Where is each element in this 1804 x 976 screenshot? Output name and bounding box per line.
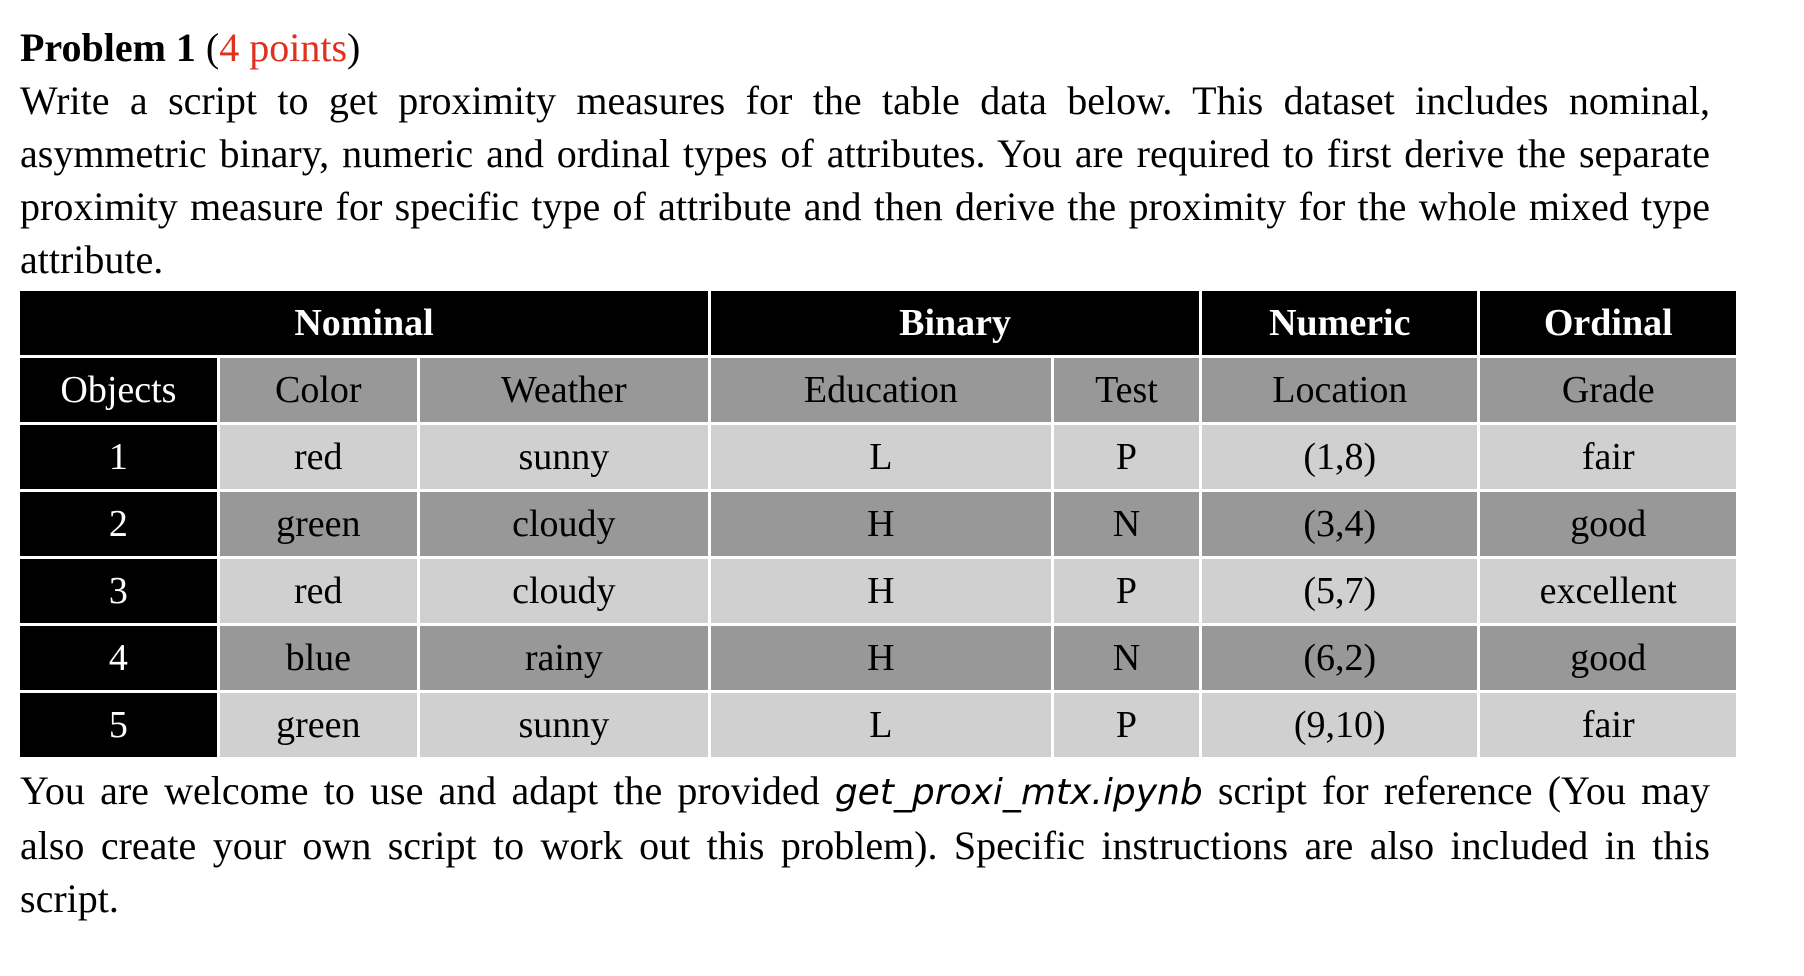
cell-grade: good [1480,492,1736,556]
points-close: ) [347,25,361,70]
script-name: get_proxi_mtx.ipynb [834,772,1203,813]
cell-test: N [1054,492,1199,556]
cell-color: red [220,559,417,623]
cell-location: (9,10) [1202,693,1477,757]
header-weather: Weather [420,358,708,422]
object-id: 2 [20,492,217,556]
points-open: ( [205,25,220,70]
cell-education: H [711,559,1051,623]
cell-education: H [711,492,1051,556]
cell-color: green [220,693,417,757]
cell-location: (6,2) [1202,626,1477,690]
cell-test: P [1054,693,1199,757]
cell-education: L [711,693,1051,757]
cell-weather: cloudy [420,492,708,556]
group-header-row [20,291,1736,355]
cell-location: (5,7) [1202,559,1477,623]
object-id: 3 [20,559,217,623]
cell-grade: good [1480,626,1736,690]
cell-location: (3,4) [1202,492,1477,556]
group-nominal: Nominal [20,291,708,355]
cell-weather: sunny [420,425,708,489]
group-binary: Binary [711,291,1199,355]
points-label: 4 points [219,25,348,70]
object-id: 4 [20,626,217,690]
header-education: Education [711,358,1051,422]
problem-intro: Write a script to get proximity measures for the table data below. This dataset includes nominal, asymmetric binary, numeric and ordinal types of attributes. You are required to first derive the separate proximity measure for specific type of attribute and then derive the proximity for the whole mixed type attribute. [20,78,1710,282]
table-row [20,626,1736,690]
cell-weather: sunny [420,693,708,757]
table-row [20,693,1736,757]
header-objects: Objects [20,358,217,422]
table-row [20,559,1736,623]
problem-heading [20,22,1740,74]
cell-grade: fair [1480,425,1736,489]
cell-education: H [711,626,1051,690]
header-color: Color [220,358,417,422]
cell-test: P [1054,425,1199,489]
cell-color: red [220,425,417,489]
table-row [20,492,1736,556]
problem-title: Problem 1 [20,25,196,70]
object-id: 1 [20,425,217,489]
header-location: Location [1202,358,1477,422]
problem-document [20,22,1740,925]
attribute-table [17,288,1739,760]
cell-grade: fair [1480,693,1736,757]
cell-grade: excellent [1480,559,1736,623]
outro-before: You are welcome to use and adapt the provided [20,768,835,813]
header-grade: Grade [1480,358,1736,422]
cell-education: L [711,425,1051,489]
header-test: Test [1054,358,1199,422]
cell-color: blue [220,626,417,690]
table-row [20,425,1736,489]
cell-location: (1,8) [1202,425,1477,489]
outro-after: script for reference (You may also create your own script to work out this problem). Specific instructions are also included in this script. [20,768,1711,921]
object-id: 5 [20,693,217,757]
cell-weather: cloudy [420,559,708,623]
cell-color: green [220,492,417,556]
cell-test: P [1054,559,1199,623]
problem-outro [20,764,1710,925]
group-numeric: Numeric [1202,291,1477,355]
group-ordinal: Ordinal [1480,291,1736,355]
cell-weather: rainy [420,626,708,690]
column-header-row [20,358,1736,422]
cell-test: N [1054,626,1199,690]
